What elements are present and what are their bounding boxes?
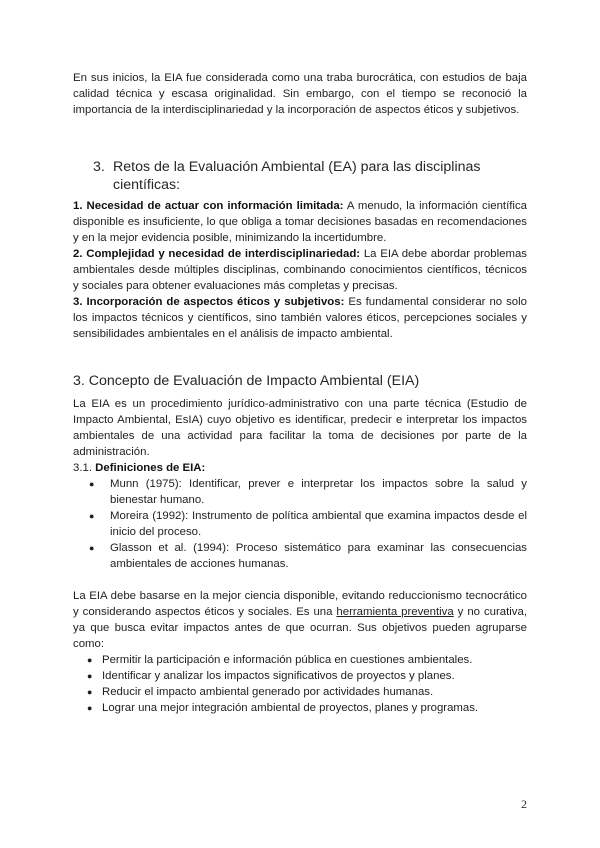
list-item bbox=[73, 700, 527, 716]
bullet-icon: ● bbox=[87, 703, 93, 713]
page-number: 2 bbox=[521, 797, 527, 811]
subsection-number: 3.1. bbox=[73, 462, 92, 474]
intro-paragraph: En sus inicios, la EIA fue considerada como una traba burocrática, con estudios de baja calidad técnica y escasa originalidad. Sin embargo, con el tiempo se reconoció la importancia de la interdisciplinariedad y la incorporación de aspectos éticos y subjetivos. bbox=[73, 72, 527, 116]
list-item-text: Identificar y analizar los impactos significativos de proyectos y planes. bbox=[102, 670, 455, 682]
paragraph-text: La EIA debe basarse en la mejor ciencia disponible, evitando reduccionismo tecnocrático y considerando aspectos éticos y sociales. Es una bbox=[73, 590, 527, 618]
reto-item-text: Es fundamental considerar no solo los impactos técnicos y científicos, sino también valores éticos, percepciones sociales y sensibilidades ambientales en el análisis de impacto ambiental. bbox=[73, 296, 527, 340]
list-item bbox=[73, 476, 527, 508]
list-item-text: Permitir la participación e información pública en cuestiones ambientales. bbox=[102, 654, 473, 666]
reto-item-title: 3. Incorporación de aspectos éticos y subjetivos: bbox=[73, 296, 345, 308]
bullet-icon: ● bbox=[89, 511, 95, 521]
reto-item bbox=[73, 198, 527, 246]
objectives-list bbox=[73, 652, 527, 716]
reto-item-title: 2. Complejidad y necesidad de interdisciplinariedad: bbox=[73, 248, 361, 260]
list-item bbox=[73, 684, 527, 700]
list-item-text: Glasson et al. (1994): Proceso sistemático para examinar las consecuencias ambientales de acciones humanas. bbox=[110, 542, 527, 570]
section-retos bbox=[73, 158, 527, 342]
bullet-icon: ● bbox=[87, 655, 93, 665]
bullet-icon: ● bbox=[87, 671, 93, 681]
section-retos-heading bbox=[93, 158, 527, 194]
bullet-icon: ● bbox=[87, 687, 93, 697]
list-item-text: Moreira (1992): Instrumento de política ambiental que examina impactos desde el inicio del proceso. bbox=[110, 510, 527, 538]
list-item-text: Munn (1975): Identificar, prever e interpretar los impactos sobre la salud y bienestar humano. bbox=[110, 478, 527, 506]
list-item-text: Reducir el impacto ambiental generado por actividades humanas. bbox=[102, 686, 434, 698]
reto-item bbox=[73, 294, 527, 342]
list-item bbox=[73, 668, 527, 684]
reto-item bbox=[73, 246, 527, 294]
section-retos-title: Retos de la Evaluación Ambiental (EA) para las disciplinas científicas: bbox=[113, 159, 481, 193]
document-page bbox=[73, 70, 527, 716]
list-item bbox=[73, 652, 527, 668]
definition-paragraph: La EIA es un procedimiento jurídico-administrativo con una parte técnica (Estudio de Impacto Ambiental, EsIA) cuyo objetivo es identificar, predecir e interpretar los impactos ambientales de una actividad para facilitar la toma de decisiones por parte de la administración. bbox=[73, 398, 527, 458]
section-concepto-heading: 3. Concepto de Evaluación de Impacto Ambiental (EIA) bbox=[73, 373, 420, 389]
reto-item-title: 1. Necesidad de actuar con información limitada: bbox=[73, 200, 344, 212]
list-item bbox=[73, 508, 527, 540]
preventive-tool-link: herramienta preventiva bbox=[336, 606, 454, 618]
definitions-list bbox=[73, 476, 527, 572]
section-concepto bbox=[73, 372, 527, 716]
retos-list bbox=[73, 198, 527, 342]
paragraph-text: y no curativa, ya que busca evitar impactos antes de que ocurran. Sus objetivos pueden agruparse como: bbox=[73, 606, 527, 650]
subsection-title: Definiciones de EIA: bbox=[95, 462, 206, 474]
preventive-paragraph bbox=[73, 588, 527, 652]
bullet-icon: ● bbox=[89, 543, 95, 553]
section-retos-number: 3. bbox=[93, 159, 105, 175]
reto-item-text: La EIA debe abordar problemas ambientales desde múltiples disciplinas, combinando conocimientos científicos, técnicos y sociales para obtener evaluaciones más completas y precisas. bbox=[73, 248, 527, 292]
subsection-heading bbox=[73, 460, 527, 476]
bullet-icon: ● bbox=[89, 479, 95, 489]
list-item bbox=[73, 540, 527, 572]
reto-item-text: A menudo, la información científica disponible es insuficiente, lo que obliga a tomar decisiones basadas en recomendaciones y en la mejor evidencia posible, minimizando la incertidumbre. bbox=[73, 200, 527, 244]
list-item-text: Lograr una mejor integración ambiental de proyectos, planes y programas. bbox=[102, 702, 479, 714]
